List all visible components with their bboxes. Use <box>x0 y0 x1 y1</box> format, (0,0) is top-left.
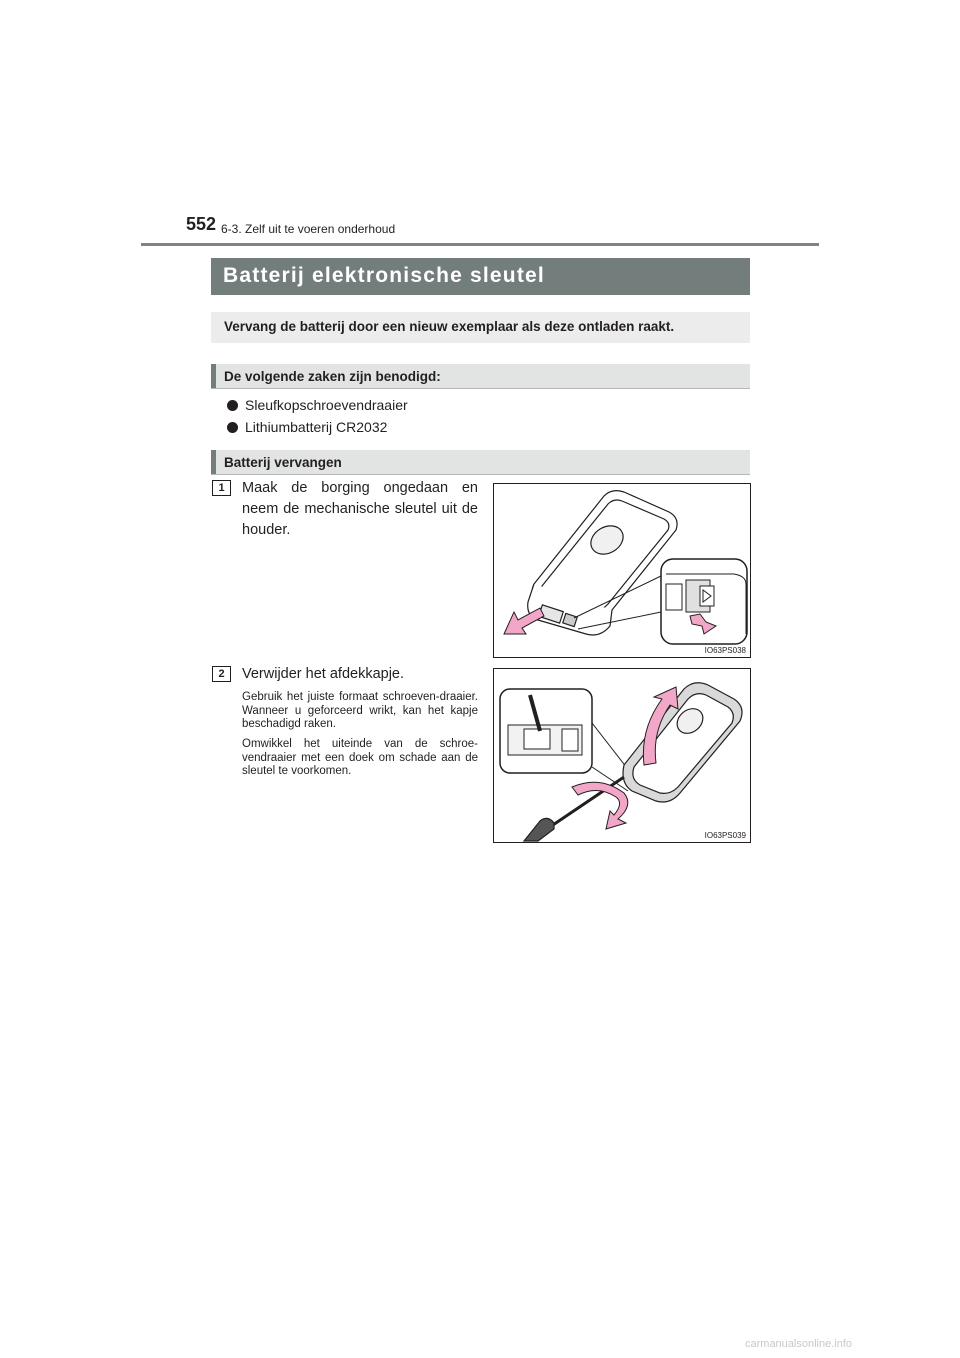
list-item <box>227 396 408 414</box>
step-number: 2 <box>212 666 231 682</box>
page-number: 552 <box>186 214 217 234</box>
page-title: Batterij elektronische sleutel <box>223 264 545 287</box>
subheading-bar <box>211 364 216 388</box>
subheading-bar <box>211 450 216 474</box>
header-rule <box>141 243 819 246</box>
figure-code: IO63PS038 <box>704 646 746 655</box>
figure-remove-cover <box>493 668 751 843</box>
figure-remove-mechanical-key <box>493 483 751 658</box>
screwdriver-illustration <box>494 669 750 842</box>
intro-box <box>211 312 750 343</box>
subheading-requirements <box>211 364 750 389</box>
key-fob-illustration <box>494 484 750 657</box>
subheading-replace-battery-text: Batterij vervangen <box>224 455 342 470</box>
step-2-text: Verwijder het afdekkapje. <box>242 666 405 682</box>
inset-detail <box>500 689 592 773</box>
bullet-icon <box>227 422 238 433</box>
list-item-text: Lithiumbatterij CR2032 <box>245 419 388 435</box>
subheading-replace-battery <box>211 450 750 475</box>
subheading-requirements-text: De volgende zaken zijn benodigd: <box>224 369 441 384</box>
figure-code: IO63PS039 <box>704 831 746 840</box>
step-2-note: Omwikkel het uiteinde van de schroe-vendraaier met een doek om schade aan de sleutel te voorkomen. <box>242 738 478 777</box>
watermark: carmanualsonline.info <box>745 1338 853 1350</box>
list-item <box>227 418 387 436</box>
key-fob-shape <box>623 683 742 802</box>
intro-text: Vervang de batterij door een nieuw exemplaar als deze ontladen raakt. <box>224 319 675 334</box>
list-item-text: Sleufkopschroevendraaier <box>245 397 408 413</box>
title-bar <box>211 258 750 295</box>
step-1-text: Maak de borging ongedaan en neem de mechanische sleutel uit de houder. <box>242 480 478 538</box>
step-2-note: Gebruik het juiste formaat schroeven-draaier. Wanneer u geforceerd wrikt, kan het kapje beschadigd raken. <box>242 691 478 730</box>
section-label: 6-3. Zelf uit te voeren onderhoud <box>221 222 396 236</box>
bullet-icon <box>227 400 238 411</box>
step-number: 1 <box>212 480 231 496</box>
